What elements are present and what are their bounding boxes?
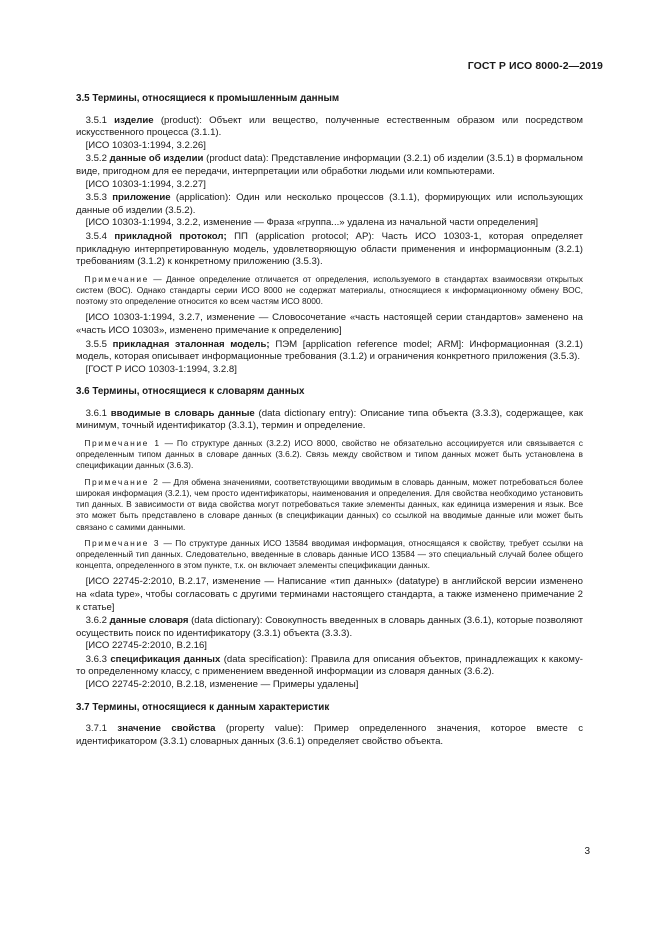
term-entry-3-5-3: [76, 192, 583, 230]
term-number: 3.5.5: [85, 338, 107, 350]
term-definition: (data dictionary): Совокупность введенных в словарь данных (3.6.1), которые позволяют осуществить поиск по идентификатору (3.3.1) объекта (3.3.3).: [76, 615, 584, 639]
section-heading-3-7: 3.7 Термины, относящиеся к данным характеристик: [76, 701, 330, 713]
document-header: ГОСТ Р ИСО 8000-2—2019: [467, 60, 603, 72]
note-label: Примечание 2: [84, 476, 160, 487]
term-definition: (property value): Пример определенного значения, которое вместе с идентификатором (3.3.1) словарных данных (3.6.1) определяет свойство объекта.: [76, 723, 584, 747]
term-source: [76, 679, 583, 692]
term-number: 3.6.1: [85, 407, 107, 419]
term-entry-3-5-1: [76, 115, 583, 153]
term-paragraph: [76, 723, 583, 748]
term-definition: (data specification): Правила для описания объектов, принадлежащих к какому-то определенному классу, с применением введенной информации из словаря данных (3.6.2).: [76, 653, 583, 678]
term-source: [76, 179, 583, 192]
term-paragraph: [76, 192, 583, 217]
term-definition: ПП (application protocol; AP): Часть ИСО 10303-1, которая определяет прикладную интерпретированную модель, удовлетворяющую области применения и информационным (3.2.1) требованиям (3.1.2) к конкретному приложению (3.5.3).: [76, 230, 583, 268]
term-name: приложение: [112, 192, 171, 204]
note-label: Примечание 1: [84, 438, 161, 449]
term-name: вводимые в словарь данные: [110, 407, 255, 419]
source-text: [ИСО 22745-2:2010, B.2.16]: [85, 640, 207, 652]
term-paragraph: [76, 408, 583, 433]
term-source: [76, 140, 583, 153]
note-label: Примечание 3: [84, 537, 161, 548]
term-name: прикладная эталонная модель;: [112, 338, 270, 350]
term-paragraph: [76, 153, 583, 178]
term-note: [76, 274, 583, 308]
term-note-1: [76, 438, 583, 472]
term-paragraph: [76, 615, 583, 640]
term-note-3: [76, 538, 583, 572]
term-number: 3.7.1: [85, 723, 107, 735]
term-paragraph: [76, 115, 583, 140]
term-number: 3.5.4: [85, 230, 107, 242]
note-text: — Для обмена значениями, соответствующими вводимым в словарь данным, может потребоваться более широкая информация (3.2.1), чем просто идентификаторы, наименования и определения. Для свойства необходимо установить тип данных. В зависимости от вида свойства могут потребоваться такие элементы данных, как единица измерения и язык. Все это может быть представлено в словаре данных (в спецификации данных) со ссылкой на вводимые данные или может быть связано с самими данными.: [76, 476, 584, 532]
term-source: [76, 217, 583, 230]
source-text: [ИСО 10303-1:1994, 3.2.27]: [85, 178, 206, 190]
section-heading-3-6: 3.6 Термины, относящиеся к словарям данных: [76, 386, 305, 398]
term-source: [76, 312, 583, 337]
term-note-2: [76, 477, 583, 533]
term-definition: ПЭМ [application reference model; ARM]: Информационная (3.2.1) модель, которая описывает информационные требования (3.1.2) и ограничения конкретного приложения (3.5.3).: [76, 338, 583, 363]
note-text: — По структуре данных ИСО 13584 вводимая информация, относящаяся к свойству, требует ссылки на определенный тип данных. Следовательно, введенные в словарь данные ИСО 13584 — это специальный случай более общего концепта, определенного в этом пункте, т.к. он включает элементы спецификации данных.: [76, 537, 583, 571]
page-number: 3: [584, 846, 590, 857]
source-text: [ИСО 22745-2:2010, B.2.18, изменение — Примеры удалены]: [85, 679, 359, 691]
term-source: [76, 576, 583, 614]
page-content: [76, 93, 583, 749]
term-paragraph: [76, 339, 583, 364]
term-number: 3.5.2: [85, 153, 107, 165]
term-definition: (product data): Представление информации (3.2.1) об изделии (3.5.1) в формальном виде, пригодном для ее передачи, интерпретации или обработки людьми или компьютерами.: [76, 153, 583, 177]
term-entry-3-6-3: [76, 654, 583, 692]
term-definition: (product): Объект или вещество, полученные естественным образом или посредством искусственного процесса (3.1.1).: [76, 114, 583, 139]
term-entry-3-5-4: [76, 231, 583, 338]
term-entry-3-6-1: [76, 408, 583, 614]
term-definition: (data dictionary entry): Описание типа объекта (3.3.3), содержащее, как минимум, точный идентификатор (3.3.1), термин и определение.: [76, 407, 583, 432]
term-name: данные словаря: [109, 615, 189, 627]
term-name: данные об изделии: [109, 153, 204, 165]
term-source: [76, 364, 583, 377]
term-entry-3-6-2: [76, 615, 583, 653]
source-text: [ГОСТ Р ИСО 10303-1:1994, 3.2.8]: [85, 363, 237, 375]
source-text: [ИСО 10303-1:1994, 3.2.7, изменение — Словосочетание «часть настоящей серии стандартов» заменено на «часть ИСО 10303», изменено примечание к определению]: [76, 312, 583, 336]
term-name: прикладной протокол;: [114, 230, 227, 242]
term-paragraph: [76, 654, 583, 679]
source-text: [ИСО 22745-2:2010, B.2.17, изменение — Написание «тип данных» (datatype) в английской версии изменено на «data type», чтобы согласовать с другими терминами настоящего стандарта, а также изменено примечание 2 к статье]: [76, 576, 583, 613]
term-name: значение свойства: [117, 723, 216, 735]
source-text: [ИСО 10303-1:1994, 3.2.2, изменение — Фраза «группа...» удалена из начальной части определения]: [85, 217, 538, 229]
term-number: 3.5.1: [85, 114, 107, 126]
note-text: — По структуре данных (3.2.2) ИСО 8000, свойство не обязательно ассоциируется или связывается с определенным типом данных в словаре данных (3.6.2). Связь между свойством и типом данных может быть установлена в спецификации данных (3.6.3).: [76, 438, 583, 471]
section-heading-3-5: 3.5 Термины, относящиеся к промышленным данным: [76, 93, 340, 104]
term-entry-3-5-2: [76, 153, 583, 191]
term-number: 3.6.2: [85, 615, 107, 627]
term-number: 3.6.3: [85, 653, 107, 665]
term-definition: (application): Один или несколько процессов (3.1.1), формирующих или использующих данные об изделии (3.5.2).: [76, 192, 583, 216]
note-text: — Данное определение отличается от определения, используемого в стандартах взаимосвязи открытых систем (ВОС). Однако стандарты серии ИСО 8000 не содержат материалы, относящиеся к информационному обмену ВОС, поэтому это определение относится ко всем частям ИСО 8000.: [76, 273, 583, 307]
term-name: спецификация данных: [110, 653, 221, 665]
term-entry-3-7-1: [76, 723, 583, 748]
term-number: 3.5.3: [85, 192, 107, 204]
term-paragraph: [76, 231, 583, 269]
source-text: [ИСО 10303-1:1994, 3.2.26]: [85, 139, 206, 151]
term-source: [76, 640, 583, 653]
term-entry-3-5-5: [76, 339, 583, 377]
note-label: Примечание: [84, 273, 149, 284]
term-name: изделие: [114, 114, 154, 126]
